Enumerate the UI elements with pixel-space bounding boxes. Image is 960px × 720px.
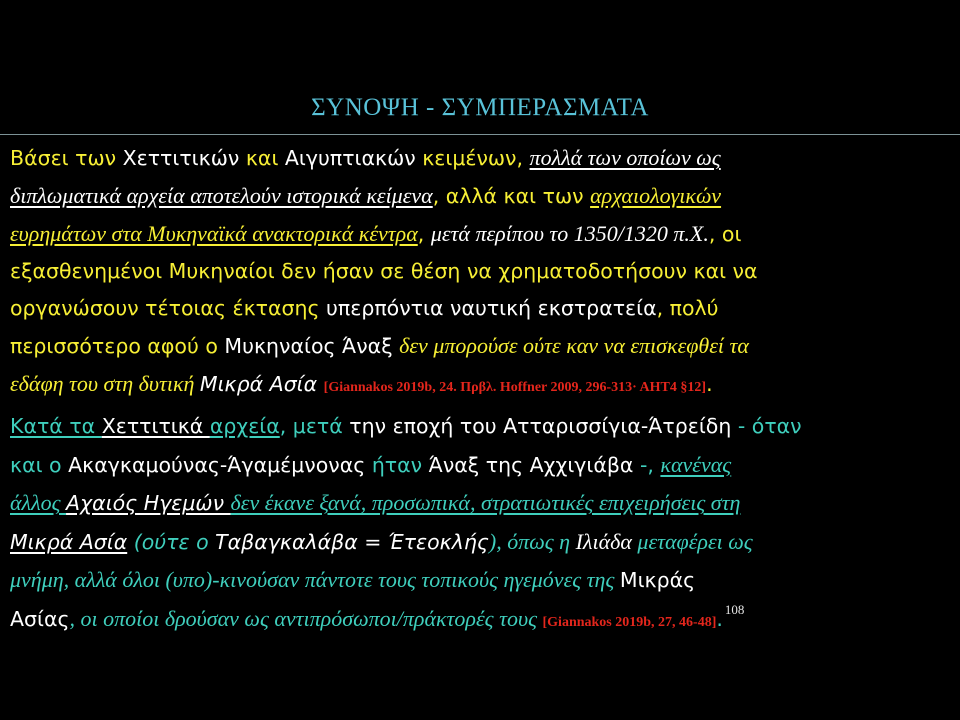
paragraph-hittite-archives xyxy=(10,407,955,642)
page-number: 108 xyxy=(724,601,745,617)
slide-title: ΣΥΝΟΨΗ - ΣΥΜΠΕΡΑΣΜΑΤΑ xyxy=(311,94,649,121)
paragraph-line: περισσότερο αφού ο Μυκηναίος Άναξ δεν μπορούσε ούτε καν να επισκεφθεί τα xyxy=(10,333,749,358)
paragraph-line: και ο Ακαγκαμούνας-Άγαμέμνονας ήταν Άναξ της Αχχιγιάβα -, κανένας xyxy=(10,451,732,477)
citation: [Giannakos 2019b, 24. Πρβλ. Hoffner 2009, 296-313· AHT4 §12] xyxy=(323,380,707,395)
paragraph-line: διπλωματικά αρχεία αποτελούν ιστορικά κείμενα, αλλά και των αρχαιολογικών xyxy=(10,183,722,208)
paragraph-line: άλλος Αχαιός Ηγεμών δεν έκανε ξανά, προσωπικά, στρατιωτικές επιχειρήσεις στη xyxy=(10,490,741,515)
paragraph-line: Κατά τα Χεττιτικά αρχεία, μετά την εποχή του Ατταρισσίγια-Άτρείδη - όταν xyxy=(10,414,802,438)
paragraph-line: Βάσει των Χεττιτικών και Αιγυπτιακών κειμένων, πολλά των οποίων ως xyxy=(10,145,721,170)
paragraph-line: Μικρά Ασία (ούτε ο Ταβαγκαλάβα = Έτεοκλής), όπως η Ιλιάδα μεταφέρει ως xyxy=(10,528,753,554)
paragraph-summary xyxy=(10,139,955,406)
paragraph-line: εξασθενημένοι Μυκηναίοι δεν ήσαν σε θέση να χρηματοδοτήσουν και να xyxy=(10,259,758,283)
title-divider xyxy=(0,134,960,135)
paragraph-line: μνήμη, αλλά όλοι (υπο)-κινούσαν πάντοτε τους τοπικούς ηγεμόνες της Μικράς xyxy=(10,567,696,592)
paragraph-line: Ασίας, οι οποίοι δρούσαν ως αντιπρόσωποι/πράκτορές τους [Giannakos 2019b, 27, 46-48]. $^{108}$ xyxy=(10,601,745,631)
paragraph-line: οργανώσουν τέτοιας έκτασης υπερπόντια ναυτική εκστρατεία, πολύ xyxy=(10,296,719,320)
paragraph-line: εδάφη του στη δυτική Μικρά Ασία [Giannakos 2019b, 24. Πρβλ. Hoffner 2009, 296-313· AHT4 §12]. xyxy=(10,371,713,396)
paragraph-line: ευρημάτων στα Μυκηναϊκά ανακτορικά κέντρα, μετά περίπου το 1350/1320 π.Χ., οι xyxy=(10,221,742,246)
citation: [Giannakos 2019b, 27, 46-48] xyxy=(542,614,717,630)
